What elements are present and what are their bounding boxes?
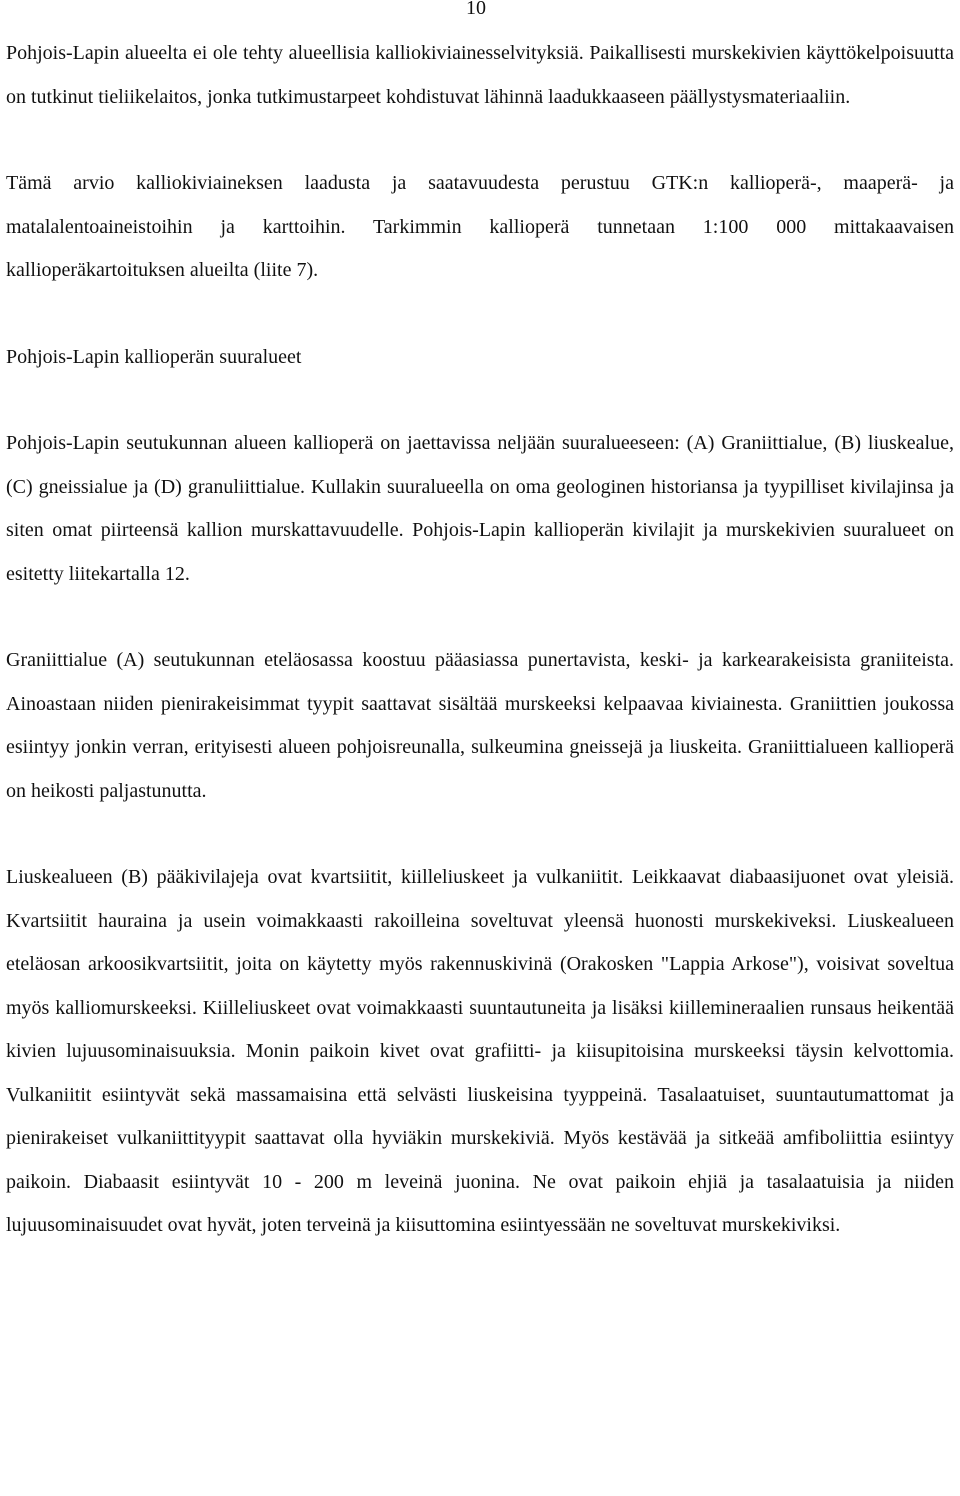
document-body: [6, 32, 954, 1291]
paragraph-granite-area: Graniittialue (A) seutukunnan eteläosassa koostuu pääasiassa punertavista, keski- ja karkearakeisista graniiteista. Ainoastaan niiden pienirakeisimmat tyypit saattavat sisältää murskeeksi kelpaavaa kiviainesta. Graniittien joukossa esiintyy jonkin verran, erityisesti alueen pohjoisreunalla, sulkeumina gneissejä ja liuskeita. Graniittialueen kallioperä on heikosti paljastunutta.: [6, 649, 954, 802]
paragraph-assessment-basis: Tämä arvio kalliokiviaineksen laadusta ja saatavuudesta perustuu GTK:n kallioperä-, maaperä- ja matalalentoaineistoihin ja karttoihin. Tarkimmin kallioperä tunnetaan 1:100 000 mittakaavaisen kallioperäkartoituksen alueilta (liite 7).: [6, 172, 954, 281]
page-number: 10: [466, 0, 486, 19]
paragraph-intro: Pohjois-Lapin alueelta ei ole tehty alueellisia kalliokiviainesselvityksiä. Paikallisesti murskekivien käyttökelpoisuutta on tutkinut tieliikelaitos, jonka tutkimustarpeet kohdistuvat lähinnä laadukkaaseen päällystysmateriaaliin.: [6, 42, 954, 108]
paragraph-schist-area: Liuskealueen (B) pääkivilajeja ovat kvartsiitit, kiilleliuskeet ja vulkaniitit. Leikkaavat diabaasijuonet ovat yleisiä. Kvartsiitit hauraina ja usein voimakkaasti rakoilleina soveltuvat yleensä huonosti murskekiveksi. Liuskealueen eteläosan arkoosikvartsiitit, joita on käytetty myös rakennuskivinä (Orakosken "Lappia Arkose"), voisivat soveltua myös kalliomurskeeksi. Kiilleliuskeet ovat voimakkaasti suuntautuneita ja lisäksi kiilleminerаalien runsaus heikentää kivien lujuusominaisuuksia. Monin paikoin kivet ovat grafiitti- ja kiisupitoisina murskeeksi täysin kelvottomia. Vulkaniitit esiintyvät sekä massamaisina että selvästi liuskeisina tyyppeinä. Tasalaatuiset, suuntautumattomat ja pienirakeiset vulkaniittityypit saattavat olla hyviäkin murskekiviä. Myös kestävää ja sitkeää amfiboliittia esiintyy paikoin. Diabaasit esiintyvät 10 - 200 m leveinä juonina. Ne ovat paikoin ehjiä ja tasalaatuisia ja niiden lujuusominaisuudet ovat hyvät, joten terveinä ja kiisuttomina esiintyessään ne soveltuvat murskekiviksi.: [6, 866, 954, 1236]
paragraph-regions: Pohjois-Lapin seutukunnan alueen kallioperä on jaettavissa neljään suuralueeseen: (A) Graniittialue, (B) liuskealue, (C) gneissialue ja (D) granuliittialue. Kullakin suuralueella on oma geologinen historiansa ja tyypilliset kivilajinsa ja siten omat piirteensä kallion murskattavuudelle. Pohjois-Lapin kallioperän kivilajit ja murskekivien suuralueet on esitetty liitekartalla 12.: [6, 432, 954, 585]
section-heading: Pohjois-Lapin kallioperän suuralueet: [6, 345, 302, 368]
